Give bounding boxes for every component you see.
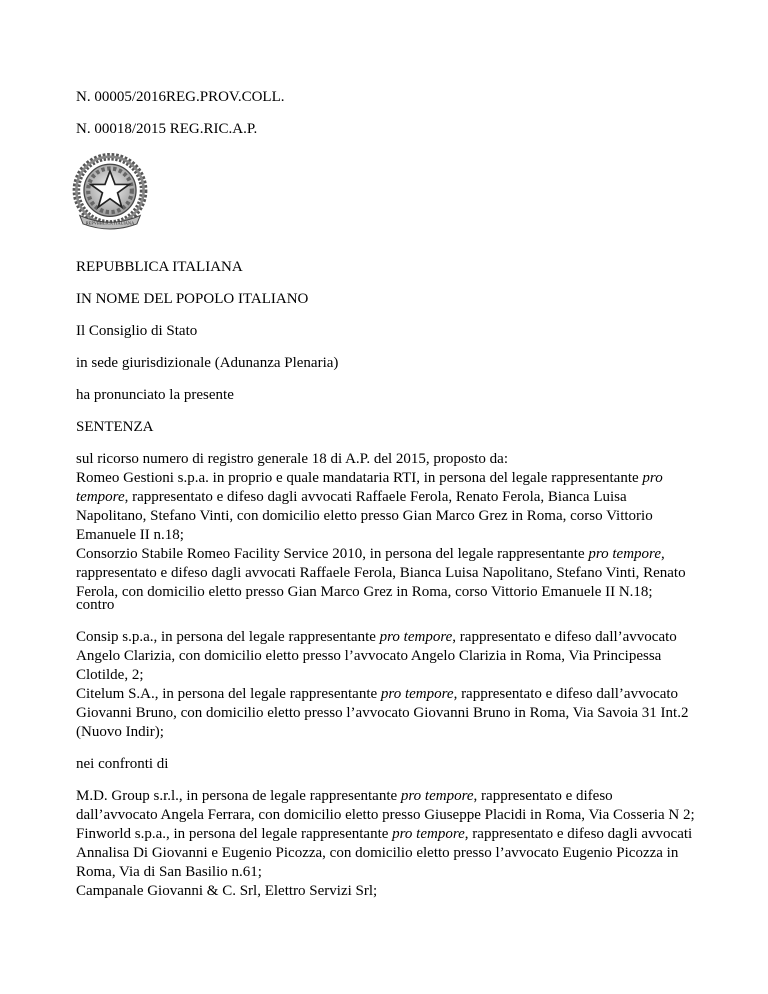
- reg-prov-number: N. 00005/2016REG.PROV.COLL.: [76, 89, 285, 105]
- contro-label: contro: [76, 597, 115, 613]
- court-name: Il Consiglio di Stato: [76, 323, 198, 339]
- pronounced-line: ha pronunciato la presente: [76, 387, 234, 403]
- republic-heading: REPUBBLICA ITALIANA: [76, 259, 243, 275]
- document-type: SENTENZA: [76, 419, 154, 435]
- resistente-party-1: Consip s.p.a., in persona del legale rappresentante pro tempore, rappresentato e difeso dall’avvocato Angelo Clarizia, con domicilio eletto presso l’avvocato Angelo Clarizia in Roma, Via Principessa Clotilde, 2;: [76, 629, 677, 683]
- controinteressato-party-3: Campanale Giovanni & C. Srl, Elettro Servizi Srl;: [76, 883, 378, 899]
- controinteressato-party-1: M.D. Group s.r.l., in persona de legale rappresentante pro tempore, rappresentato e difeso dall’avvocato Angela Ferrara, con domicilio eletto presso Giuseppe Placidi in Roma, Via Cosseria N 2;: [76, 788, 695, 823]
- confronti-section: [76, 787, 696, 901]
- court-seat: in sede giurisdizionale (Adunanza Plenaria): [76, 355, 339, 371]
- emblem-motto: REPVBBLICA ITALIANA: [85, 220, 135, 226]
- resistente-party-2: Citelum S.A., in persona del legale rappresentante pro tempore, rappresentato e difeso dall’avvocato Giovanni Bruno, con domicilio eletto presso l’avvocato Giovanni Bruno in Roma, Via Savoia 31 Int.2 (Nuovo Indir);: [76, 686, 689, 740]
- controinteressato-party-2: Finworld s.p.a., in persona del legale rappresentante pro tempore, rappresentato e difeso dagli avvocati Annalisa Di Giovanni e Eugenio Picozza, con domicilio eletto presso l’avvocato Eugenio Picozza in Roma, Via di San Basilio n.61;: [76, 826, 693, 880]
- ricorso-section: [76, 450, 696, 602]
- in-nome-heading: IN NOME DEL POPOLO ITALIANO: [76, 291, 309, 307]
- ricorso-intro: sul ricorso numero di registro generale 18 di A.P. del 2015, proposto da:: [76, 451, 509, 467]
- contro-section: [76, 628, 696, 742]
- reg-ric-number: N. 00018/2015 REG.RIC.A.P.: [76, 121, 258, 137]
- ricorrente-party-2: Consorzio Stabile Romeo Facility Service 2010, in persona del legale rappresentante pro tempore, rappresentato e difeso dagli avvocati Raffaele Ferola, Bianca Luisa Napolitano, Stefano Vinti, Renato Ferola, con domicilio eletto presso Gian Marco Grez in Roma, corso Vittorio Emanuele II N.18;: [76, 546, 686, 600]
- italian-republic-emblem-icon: [68, 150, 152, 234]
- ricorrente-party-1: Romeo Gestioni s.p.a. in proprio e quale mandataria RTI, in persona del legale rappresentante pro tempore, rappresentato e difeso dagli avvocati Raffaele Ferola, Renato Ferola, Bianca Luisa Napolitano, Stefano Vinti, con domicilio eletto presso Gian Marco Grez in Roma, corso Vittorio Emanuele II n.18;: [76, 470, 663, 543]
- confronti-label: nei confronti di: [76, 756, 169, 772]
